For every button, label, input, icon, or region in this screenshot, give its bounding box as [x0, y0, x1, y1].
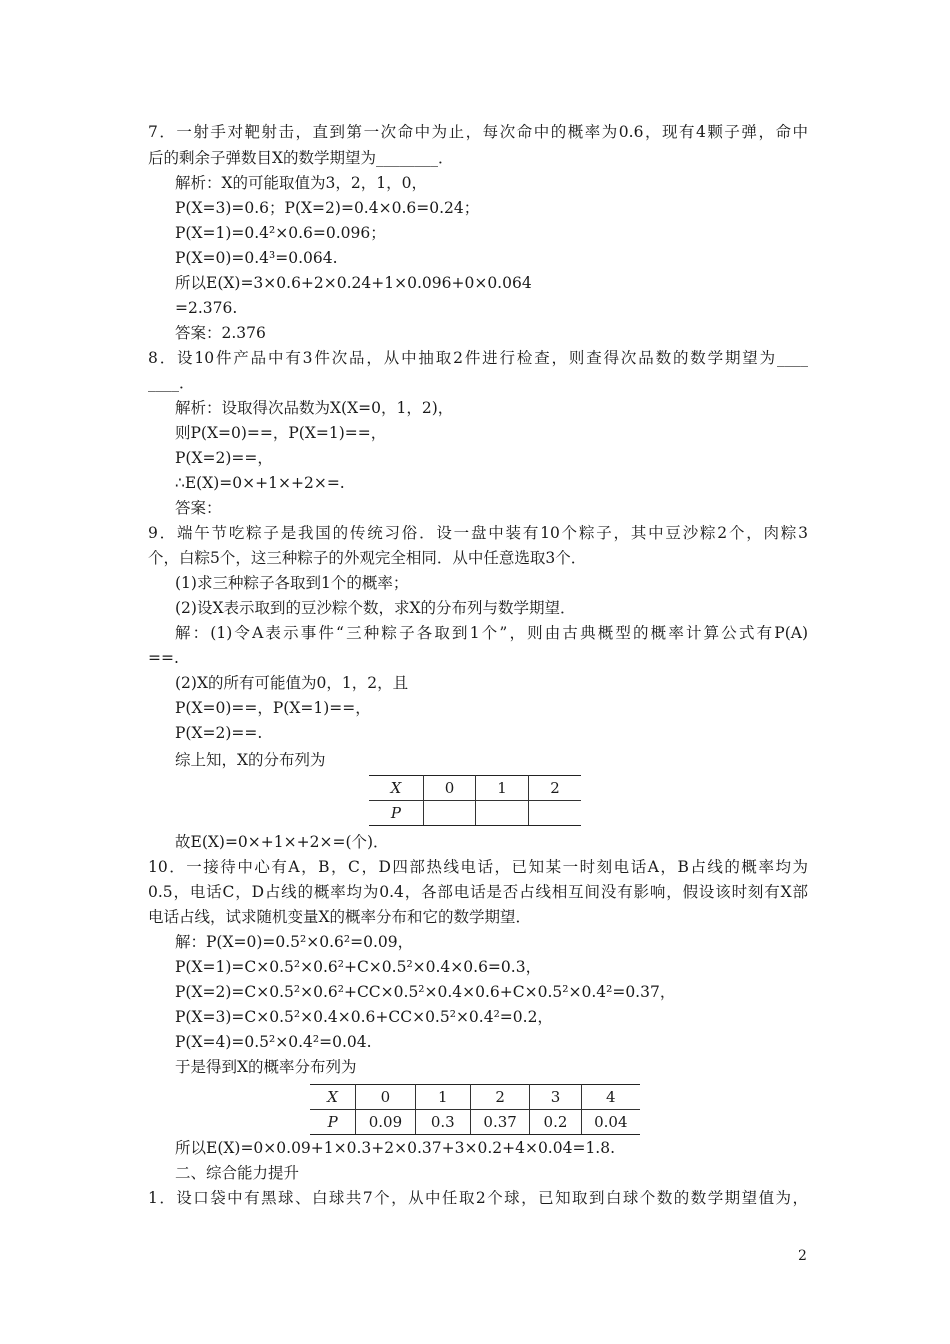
- table-row: [310, 1085, 640, 1110]
- table-row: [369, 776, 581, 801]
- table-cell: 2: [470, 1085, 529, 1110]
- table-cell: X: [310, 1085, 356, 1110]
- q8-line-1: 8．设10件产品中有3件次品，从中抽取2件进行检查，则查得次品数的数学期望为____: [148, 349, 808, 367]
- table-cell: X: [369, 776, 423, 801]
- table-cell: 1: [415, 1085, 470, 1110]
- q9-solution-line-3: (2)X的所有可能值为0，1，2，且: [175, 674, 409, 692]
- table-cell: [423, 801, 475, 826]
- q7-line-2: 后的剩余子弹数目X的数学期望为________．: [148, 149, 454, 167]
- p2-q1-line-1: 1．设口袋中有黑球、白球共7个，从中任取2个球，已知取到白球个数的数学期望值为，: [148, 1189, 808, 1207]
- q8-solution-line-3: P(X=2)==，: [175, 449, 273, 467]
- q10-solution-line-4: P(X=3)=C×0.5²×0.4×0.6+CC×0.5²×0.4²=0.2，: [175, 1008, 553, 1026]
- q9-solution-line-2: ==.: [148, 649, 179, 667]
- q10-conclusion: 所以E(X)=0×0.09+1×0.3+2×0.37+3×0.2+4×0.04=1.8.: [175, 1139, 616, 1157]
- q8-solution-line-1: 解析：设取得次品数为X(X=0，1，2)，: [175, 399, 454, 417]
- q10-solution-line-5: P(X=4)=0.5²×0.4²=0.04.: [175, 1033, 372, 1051]
- q9-solution-line-1: 解：(1)令A表示事件“三种粽子各取到1个”，则由古典概型的概率计算公式有P(A): [175, 624, 808, 642]
- q7-answer: 答案：2.376: [175, 324, 266, 342]
- q10-solution-line-6: 于是得到X的概率分布列为: [175, 1058, 357, 1076]
- q9-solution-line-4: P(X=0)==，P(X=1)==，: [175, 699, 371, 717]
- table-cell: 0.2: [530, 1110, 581, 1135]
- q8-answer: 答案：: [175, 499, 222, 517]
- table-cell: 0: [423, 776, 475, 801]
- table-cell: 1: [476, 776, 529, 801]
- q7-solution-line-2: P(X=3)=0.6；P(X=2)=0.4×0.6=0.24；: [175, 199, 480, 217]
- q10-line-1: 10．一接待中心有A，B，C，D四部热线电话，已知某一时刻电话A，B占线的概率均为: [148, 858, 808, 876]
- table-row: [310, 1110, 640, 1135]
- q7-solution-line-6: =2.376.: [175, 299, 238, 317]
- table-cell: 0: [356, 1085, 415, 1110]
- q10-distribution-table: [310, 1084, 640, 1135]
- table-row: [369, 801, 581, 826]
- q8-solution-line-2: 则P(X=0)==，P(X=1)==，: [175, 424, 387, 442]
- q9-solution-line-6: 综上知，X的分布列为: [175, 751, 326, 769]
- q7-solution-line-5: 所以E(X)=3×0.6+2×0.24+1×0.096+0×0.064: [175, 274, 532, 292]
- q7-line-1: 7．一射手对靶射击，直到第一次命中为止，每次命中的概率为0.6，现有4颗子弹，命中: [148, 123, 808, 141]
- q9-line-1: 9．端午节吃粽子是我国的传统习俗．设一盘中装有10个粽子，其中豆沙粽2个，肉粽3: [148, 524, 808, 542]
- q7-solution-line-3: P(X=1)=0.4²×0.6=0.096；: [175, 224, 386, 242]
- q10-solution-line-1: 解：P(X=0)=0.5²×0.6²=0.09，: [175, 933, 414, 951]
- page-number: 2: [798, 1248, 807, 1264]
- q9-solution-line-7: 故E(X)=0×+1×+2×=(个)．: [175, 833, 389, 851]
- q9-solution-line-5: P(X=2)==.: [175, 724, 263, 742]
- q9-line-2: 个，白粽5个，这三种粽子的外观完全相同．从中任意选取3个．: [148, 549, 587, 567]
- q9-distribution-table: [369, 775, 581, 826]
- q9-part-2: (2)设X表示取到的豆沙粽个数，求X的分布列与数学期望．: [175, 599, 576, 617]
- q10-solution-line-2: P(X=1)=C×0.5²×0.6²+C×0.5²×0.4×0.6=0.3，: [175, 958, 542, 976]
- q8-line-2: ____．: [148, 374, 195, 392]
- q10-solution-line-3: P(X=2)=C×0.5²×0.6²+CC×0.5²×0.4×0.6+C×0.5²×0.4²=0.37，: [175, 983, 676, 1001]
- table-cell: P: [310, 1110, 356, 1135]
- table-cell: P: [369, 801, 423, 826]
- q10-line-2: 0.5，电话C，D占线的概率均为0.4，各部电话是否占线相互间没有影响，假设该时刻有X部: [148, 883, 808, 901]
- table-cell: [528, 801, 581, 826]
- table-cell: 2: [528, 776, 581, 801]
- section-heading: 二、综合能力提升: [175, 1164, 300, 1182]
- table-cell: [476, 801, 529, 826]
- table-cell: 0.04: [581, 1110, 640, 1135]
- table-cell: 0.37: [470, 1110, 529, 1135]
- q10-line-3: 电话占线，试求随机变量X的概率分布和它的数学期望．: [148, 908, 532, 926]
- table-cell: 0.3: [415, 1110, 470, 1135]
- table-cell: 3: [530, 1085, 581, 1110]
- q7-solution-line-1: 解析：X的可能取值为3，2，1，0，: [175, 174, 427, 192]
- q7-solution-line-4: P(X=0)=0.4³=0.064.: [175, 249, 338, 267]
- table-cell: 0.09: [356, 1110, 415, 1135]
- table-cell: 4: [581, 1085, 640, 1110]
- q9-part-1: (1)求三种粽子各取到1个的概率；: [175, 574, 409, 592]
- q8-solution-line-4: ∴E(X)=0×+1×+2×=.: [175, 474, 345, 492]
